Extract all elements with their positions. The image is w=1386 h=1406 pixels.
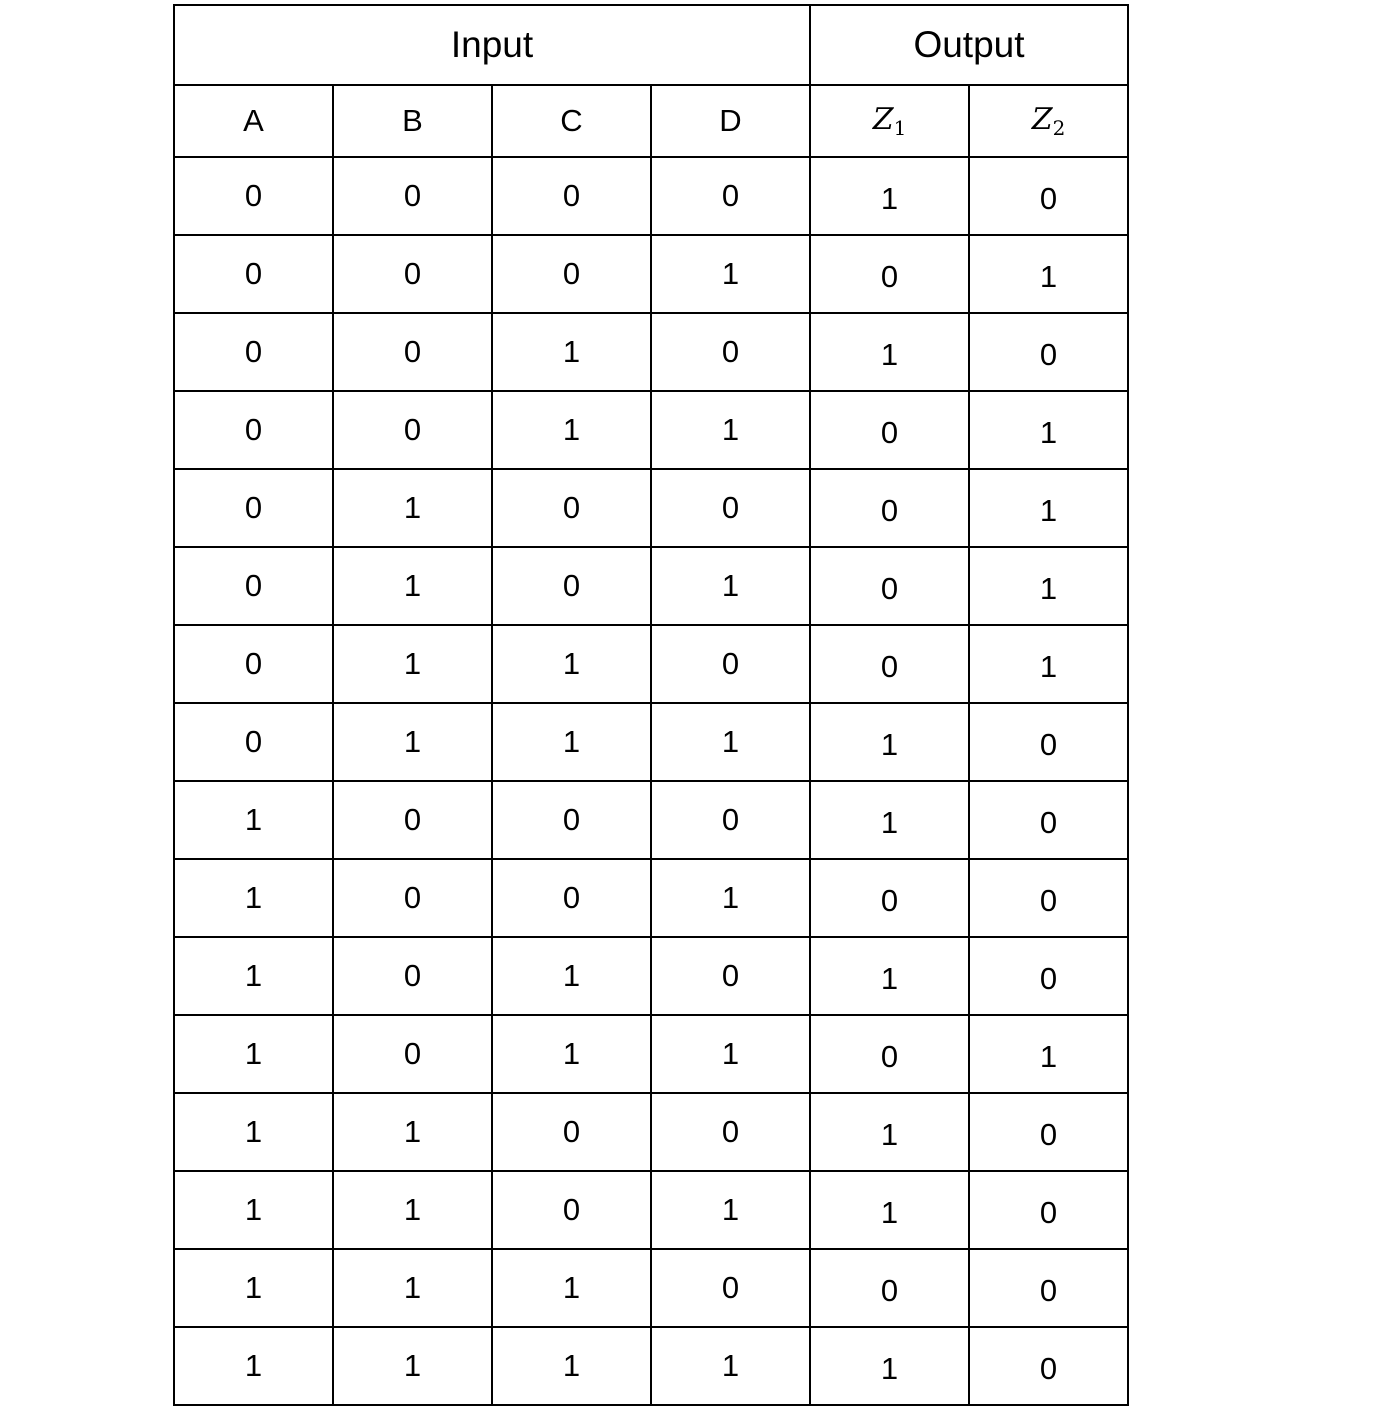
cell-b: 1 — [333, 625, 492, 703]
cell-b: 1 — [333, 1249, 492, 1327]
cell-z2: 1 — [969, 235, 1128, 313]
cell-b: 0 — [333, 313, 492, 391]
cell-z2: 0 — [969, 703, 1128, 781]
z2-subscript: 2 — [1052, 116, 1066, 140]
cell-z1: 0 — [810, 547, 969, 625]
table-row — [174, 469, 1128, 547]
cell-z1: 1 — [810, 781, 969, 859]
column-header-z1 — [810, 85, 969, 157]
table-row — [174, 547, 1128, 625]
cell-a: 0 — [174, 235, 333, 313]
cell-b: 0 — [333, 781, 492, 859]
cell-d: 0 — [651, 625, 810, 703]
table-row — [174, 1171, 1128, 1249]
cell-z1: 0 — [810, 235, 969, 313]
cell-z2: 0 — [969, 157, 1128, 235]
truth-table-body — [174, 157, 1128, 1405]
column-header-c: C — [492, 85, 651, 157]
cell-z2: 0 — [969, 1249, 1128, 1327]
cell-z2: 1 — [969, 625, 1128, 703]
cell-d: 0 — [651, 313, 810, 391]
cell-z1: 0 — [810, 391, 969, 469]
cell-z2: 1 — [969, 391, 1128, 469]
cell-c: 0 — [492, 1093, 651, 1171]
cell-c: 1 — [492, 625, 651, 703]
input-group-header: Input — [174, 5, 810, 85]
cell-z1: 0 — [810, 625, 969, 703]
table-row — [174, 781, 1128, 859]
cell-b: 0 — [333, 937, 492, 1015]
cell-z1: 1 — [810, 313, 969, 391]
cell-c: 1 — [492, 391, 651, 469]
cell-b: 1 — [333, 469, 492, 547]
cell-a: 1 — [174, 1171, 333, 1249]
cell-a: 0 — [174, 313, 333, 391]
column-header-b: B — [333, 85, 492, 157]
column-header-row — [174, 85, 1128, 157]
cell-a: 0 — [174, 547, 333, 625]
cell-a: 0 — [174, 625, 333, 703]
group-header-row — [174, 5, 1128, 85]
z2-symbol: Z — [1031, 102, 1053, 137]
cell-z1: 0 — [810, 1249, 969, 1327]
cell-d: 0 — [651, 781, 810, 859]
cell-z1: 1 — [810, 1171, 969, 1249]
table-row — [174, 157, 1128, 235]
cell-z2: 1 — [969, 469, 1128, 547]
output-group-header: Output — [810, 5, 1128, 85]
cell-d: 1 — [651, 235, 810, 313]
cell-b: 1 — [333, 703, 492, 781]
cell-b: 0 — [333, 859, 492, 937]
cell-b: 0 — [333, 1015, 492, 1093]
cell-c: 1 — [492, 1327, 651, 1405]
table-row — [174, 859, 1128, 937]
cell-z2: 0 — [969, 313, 1128, 391]
cell-z1: 0 — [810, 1015, 969, 1093]
cell-z2: 0 — [969, 859, 1128, 937]
cell-d: 0 — [651, 469, 810, 547]
cell-c: 1 — [492, 937, 651, 1015]
cell-z1: 1 — [810, 157, 969, 235]
cell-c: 1 — [492, 1015, 651, 1093]
cell-z2: 1 — [969, 1015, 1128, 1093]
cell-d: 0 — [651, 1093, 810, 1171]
cell-a: 0 — [174, 469, 333, 547]
cell-z2: 0 — [969, 1171, 1128, 1249]
cell-c: 0 — [492, 157, 651, 235]
cell-z1: 1 — [810, 937, 969, 1015]
cell-a: 1 — [174, 937, 333, 1015]
cell-a: 1 — [174, 1093, 333, 1171]
cell-b: 1 — [333, 1171, 492, 1249]
truth-table — [173, 4, 1129, 1406]
cell-z1: 0 — [810, 469, 969, 547]
table-row — [174, 625, 1128, 703]
cell-d: 0 — [651, 157, 810, 235]
cell-a: 1 — [174, 1327, 333, 1405]
cell-z1: 1 — [810, 703, 969, 781]
cell-b: 1 — [333, 547, 492, 625]
cell-z1: 1 — [810, 1327, 969, 1405]
cell-c: 0 — [492, 859, 651, 937]
cell-b: 1 — [333, 1093, 492, 1171]
table-row — [174, 1015, 1128, 1093]
cell-b: 0 — [333, 391, 492, 469]
cell-a: 1 — [174, 781, 333, 859]
cell-d: 0 — [651, 937, 810, 1015]
cell-z2: 1 — [969, 547, 1128, 625]
cell-z2: 0 — [969, 1093, 1128, 1171]
cell-z1: 1 — [810, 1093, 969, 1171]
cell-z2: 0 — [969, 1327, 1128, 1405]
cell-c: 0 — [492, 781, 651, 859]
cell-d: 1 — [651, 391, 810, 469]
table-row — [174, 1249, 1128, 1327]
table-row — [174, 1327, 1128, 1405]
cell-d: 0 — [651, 1249, 810, 1327]
table-row — [174, 313, 1128, 391]
cell-a: 1 — [174, 859, 333, 937]
cell-c: 1 — [492, 313, 651, 391]
cell-d: 1 — [651, 1015, 810, 1093]
cell-z2: 0 — [969, 781, 1128, 859]
cell-c: 0 — [492, 469, 651, 547]
cell-a: 0 — [174, 391, 333, 469]
cell-c: 1 — [492, 703, 651, 781]
cell-d: 1 — [651, 1171, 810, 1249]
table-row — [174, 703, 1128, 781]
cell-d: 1 — [651, 1327, 810, 1405]
table-row — [174, 1093, 1128, 1171]
cell-c: 0 — [492, 547, 651, 625]
table-row — [174, 235, 1128, 313]
cell-d: 1 — [651, 859, 810, 937]
column-header-d: D — [651, 85, 810, 157]
cell-c: 1 — [492, 1249, 651, 1327]
cell-b: 1 — [333, 1327, 492, 1405]
column-header-a: A — [174, 85, 333, 157]
cell-b: 0 — [333, 235, 492, 313]
cell-a: 0 — [174, 157, 333, 235]
z1-subscript: 1 — [893, 116, 907, 140]
cell-d: 1 — [651, 547, 810, 625]
cell-a: 0 — [174, 703, 333, 781]
cell-c: 0 — [492, 235, 651, 313]
table-row — [174, 937, 1128, 1015]
column-header-z2 — [969, 85, 1128, 157]
cell-z2: 0 — [969, 937, 1128, 1015]
cell-a: 1 — [174, 1249, 333, 1327]
cell-b: 0 — [333, 157, 492, 235]
cell-a: 1 — [174, 1015, 333, 1093]
table-row — [174, 391, 1128, 469]
cell-d: 1 — [651, 703, 810, 781]
cell-z1: 0 — [810, 859, 969, 937]
cell-c: 0 — [492, 1171, 651, 1249]
z1-symbol: Z — [872, 102, 894, 137]
